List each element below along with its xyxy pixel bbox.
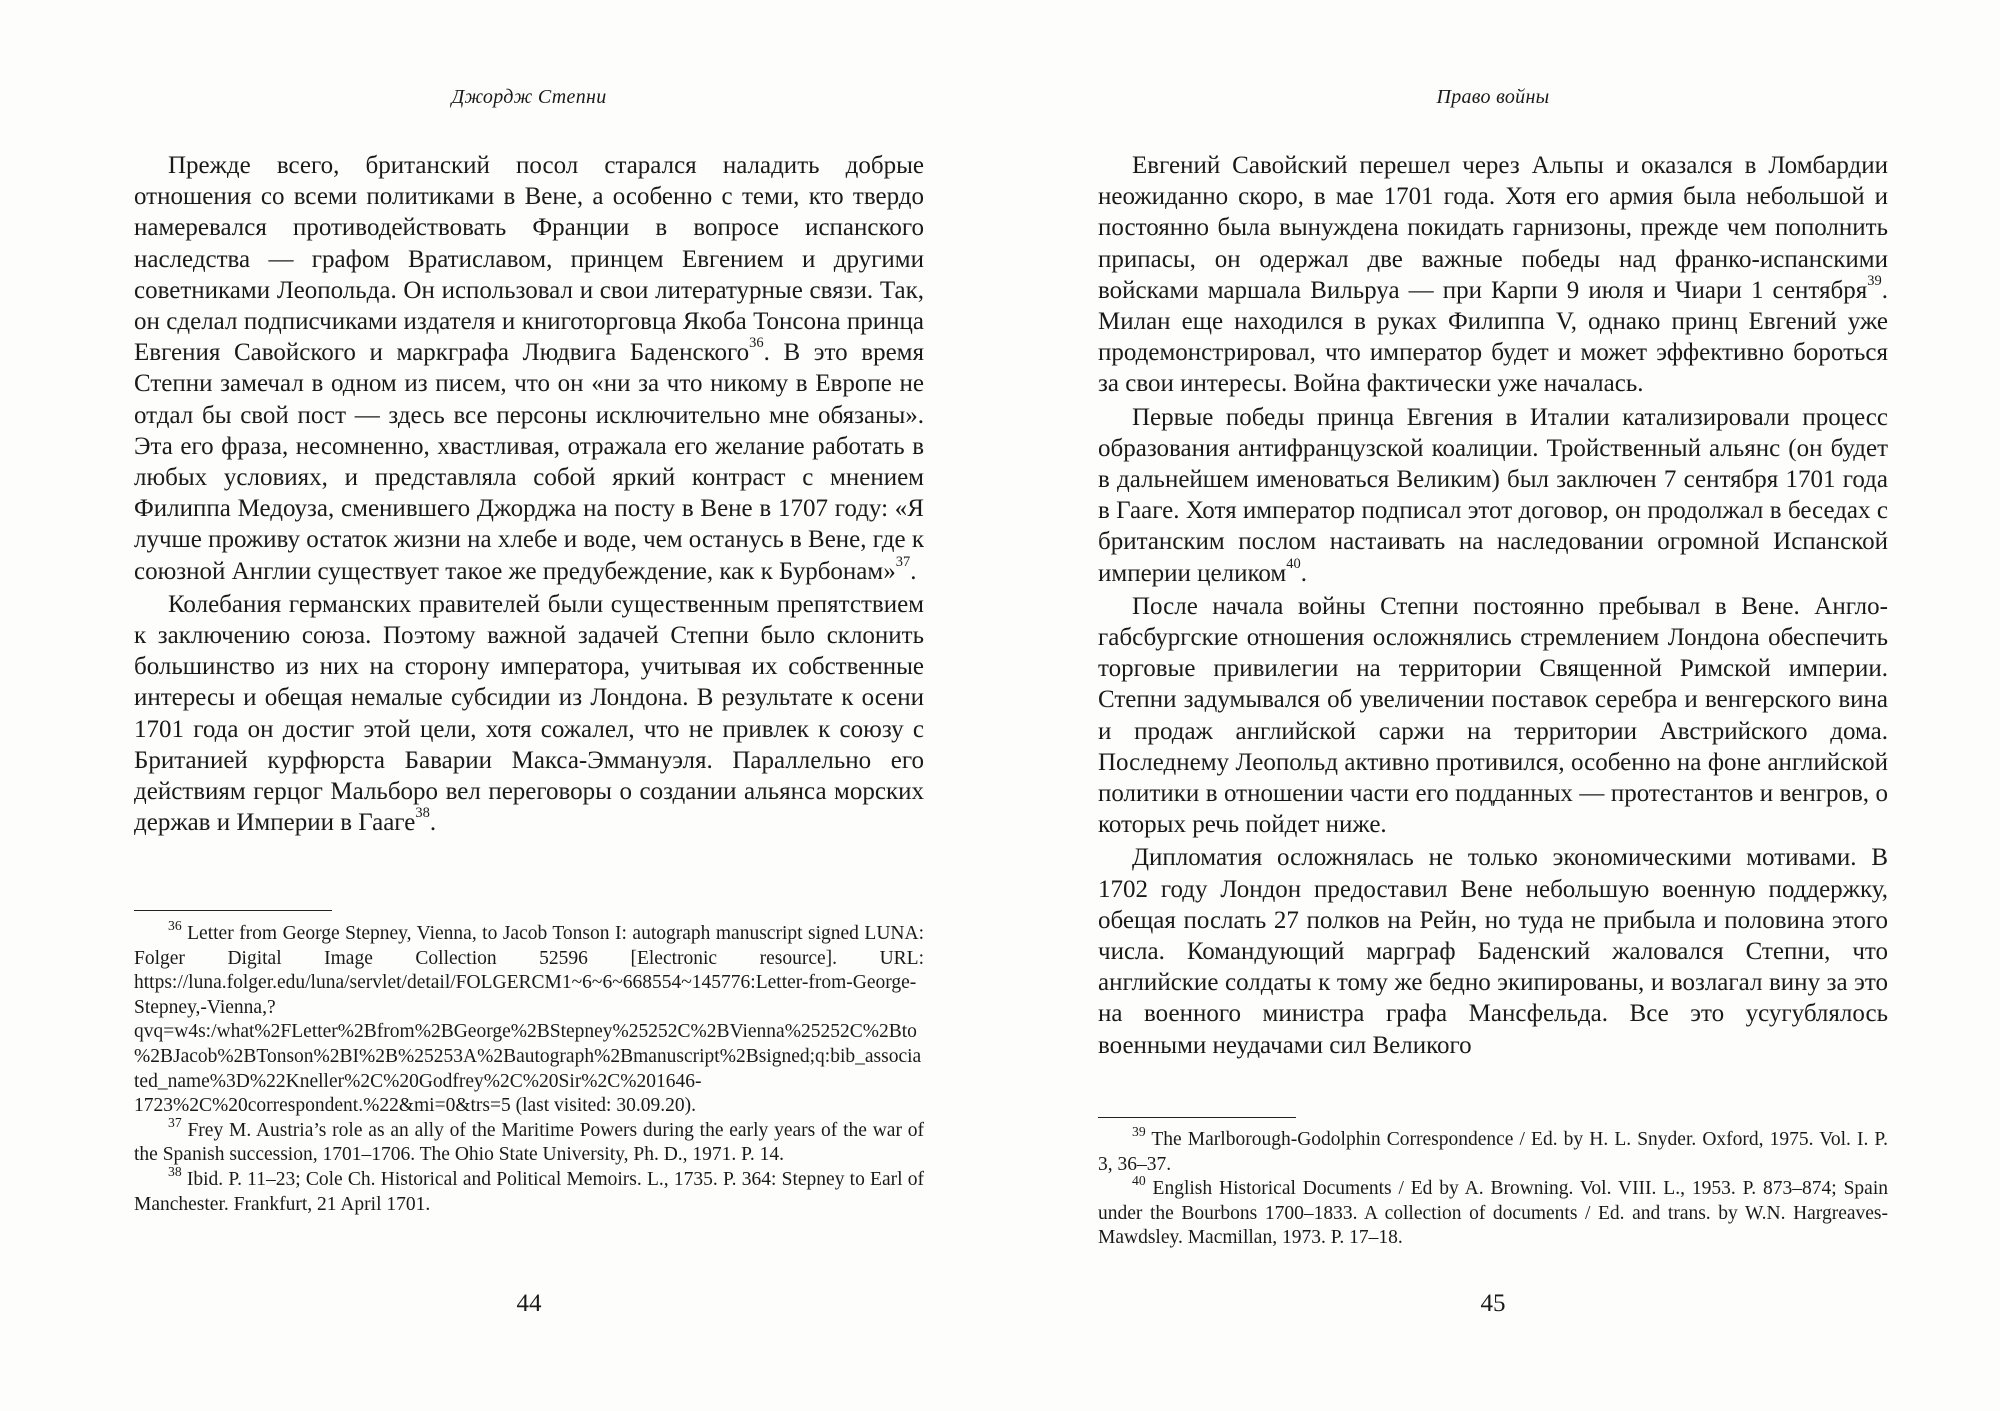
- footnote: $^{36}$ Letter from George Stepney, Vienna, to Jacob Tonson I: autograph manuscript signed LUNA: Folger Digital Image Collection 52596 [Electronic resource]. URL: https://luna.folger.edu/luna/servlet/detail/FOLGERCM1~6~6~668554~145776:Letter-from-George-Stepney,-Vienna,?qvq=w4s:/what%2FLetter%2Bfrom%2BGeorge%2BStepney%25252C%2BVienna%25252C%2Bto%2BJacob%2BTonson%2BI%2B%25253A%2Bautograph%2Bmanuscript%2Bsigned;q:bib_associated_name%3D%22Kneller%2C%20Godfrey%2C%20Sir%2C%201646-1723%2C%20correspondent.%22&mi=0&trs=5 (last visited: 30.09.20).: [134, 918, 925, 1117]
- footnote-divider: [1098, 1117, 1296, 1118]
- paragraph: Евгений Савойский перешел через Альпы и оказался в Ломбардии неожиданно скоро, в мае 1701 года. Хотя его армия была небольшой и постоянно была вынуждена покидать гарнизоны, прежде чем пополнить припасы, он одержал две важные победы над франко-испанскими войсками маршала Вильруа — при Карпи 9 июля и Чиари 1 сентября$^{39}$. Милан еще находился в руках Филиппа V, однако принц Евгений уже продемонстрировал, что император будет и может эффективно бороться за свои интересы. Война фактически уже началась.: [1098, 152, 1888, 398]
- footnote: $^{38}$ Ibid. P. 11–23; Cole Ch. Historical and Political Memoirs. L., 1735. P. 364: Stepney to Earl of Manchester. Frankfurt, 21 April 1701.: [134, 1164, 925, 1215]
- footnote-ref[interactable]: 36: [749, 335, 764, 352]
- footnote-ref[interactable]: 37: [895, 553, 911, 570]
- running-head-right: Право войны: [1436, 86, 1550, 108]
- right-footnotes: [1098, 1124, 1888, 1251]
- left-footnotes: [134, 918, 925, 1217]
- footnote-ref[interactable]: 40: [1286, 555, 1301, 572]
- page-number-left: 44: [516, 1290, 542, 1317]
- footnote: $^{39}$ The Marlborough-Godolphin Correspondence / Ed. by H. L. Snyder. Oxford, 1975. Vol. I. P. 3, 36–37.: [1098, 1124, 1888, 1175]
- running-head-left: Джордж Степни: [451, 86, 607, 108]
- paragraph: Первые победы принца Евгения в Италии катализировали процесс образования антифранцузской коалиции. Тройственный альянс (он будет в дальнейшем именоваться Великим) был заключен 7 сентября 1701 года в Гааге. Хотя император подписал этот договор, он продолжал в беседах с британским послом настаивать на наследовании огромной Испанской империи целиком$^{40}$.: [1098, 403, 1888, 587]
- right-body-text: [1098, 150, 1888, 1063]
- paragraph: Дипломатия осложнялась не только экономическими мотивами. В 1702 году Лондон предоставил Вене небольшую военную поддержку, обещая послать 27 полков на Рейн, но туда не прибыла и половина этого числа. Командующий марграф Баденский жаловался Степни, что английские солдаты к тому же бедно экипированы, и возлагал вину за это на военного министра графа Мансфельда. Все это усугублялось военными неудачами сил Великого: [1098, 844, 1888, 1059]
- page-number-right: 45: [1480, 1290, 1506, 1317]
- left-page: [134, 0, 924, 1411]
- footnote-divider: [134, 910, 332, 911]
- footnote-ref[interactable]: 38: [415, 805, 430, 822]
- paragraph: Колебания германских правителей были существенным препятствием к заключению союза. Поэтому важной задачей Степни было склонить большинство из них на сторону императора, учитывая их собственные интересы и обещая немалые субсидии из Лондона. В результате к осени 1701 года он достиг этой цели, хотя сожалел, что не привлек к союзу с Британией курфюрста Баварии Макса-Эммануэля. Параллельно его действиям герцог Мальборо вел переговоры о создании альянса морских держав и Империи в Гааге$^{38}$.: [134, 590, 924, 837]
- paragraph: Прежде всего, британский посол старался наладить добрые отношения со всеми политиками в Вене, а особенно с теми, кто твердо намеревался противодействовать Франции в вопросе испанского наследства — графом Вратиславом, принцем Евгением и другими советниками Леопольда. Он использовал и свои литературные связи. Так, он сделал подписчиками издателя и книготорговца Якоба Тонсона принца Евгения Савойского и маркграфа Людвига Баденского$^{36}$. В это время Степни замечал в одном из писем, что он «ни за что никому в Европе не отдал бы свой пост — здесь все персоны исключительно мне обязаны». Эта его фраза, несомненно, хвастливая, отражала его желание работать в любых условиях, и представляла собой яркий контраст с мнением Филиппа Медоуза, сменившего Джорджа на посту в Вене в 1707 году: «Я лучше проживу остаток жизни на хлебе и воде, чем останусь в Вене, где к союзной Англии существует такое же предубеждение, как к Бурбонам»$^{37}$.: [134, 152, 925, 585]
- right-page: [1098, 0, 1888, 1411]
- footnote: $^{40}$ English Historical Documents / Ed by A. Browning. Vol. VIII. L., 1953. P. 873–874; Spain under the Bourbons 1700–1833. A collection of documents / Ed. and trans. by W.N. Hargreaves-Mawdsley. Macmillan, 1973. P. 17–18.: [1098, 1173, 1888, 1249]
- paragraph: После начала войны Степни постоянно пребывал в Вене. Англо-габсбургские отношения осложнялись стремлением Лондона обеспечить торговые привилегии на территории Священной Римской империи. Степни задумывался об увеличении поставок серебра и венгерского вина и продаж английской саржи на территории Австрийского дома. Последнему Леопольд активно противился, особенно на фоне английской политики в отношении части его подданных — протестантов и венгров, о которых речь пойдет ниже.: [1098, 592, 1888, 839]
- footnote: $^{37}$ Frey M. Austria’s role as an ally of the Maritime Powers during the early years of the war of the Spanish succession, 1701–1706. The Ohio State University, Ph. D., 1971. P. 14.: [134, 1114, 924, 1166]
- footnote-ref[interactable]: 39: [1867, 272, 1882, 289]
- left-body-text: [134, 150, 924, 840]
